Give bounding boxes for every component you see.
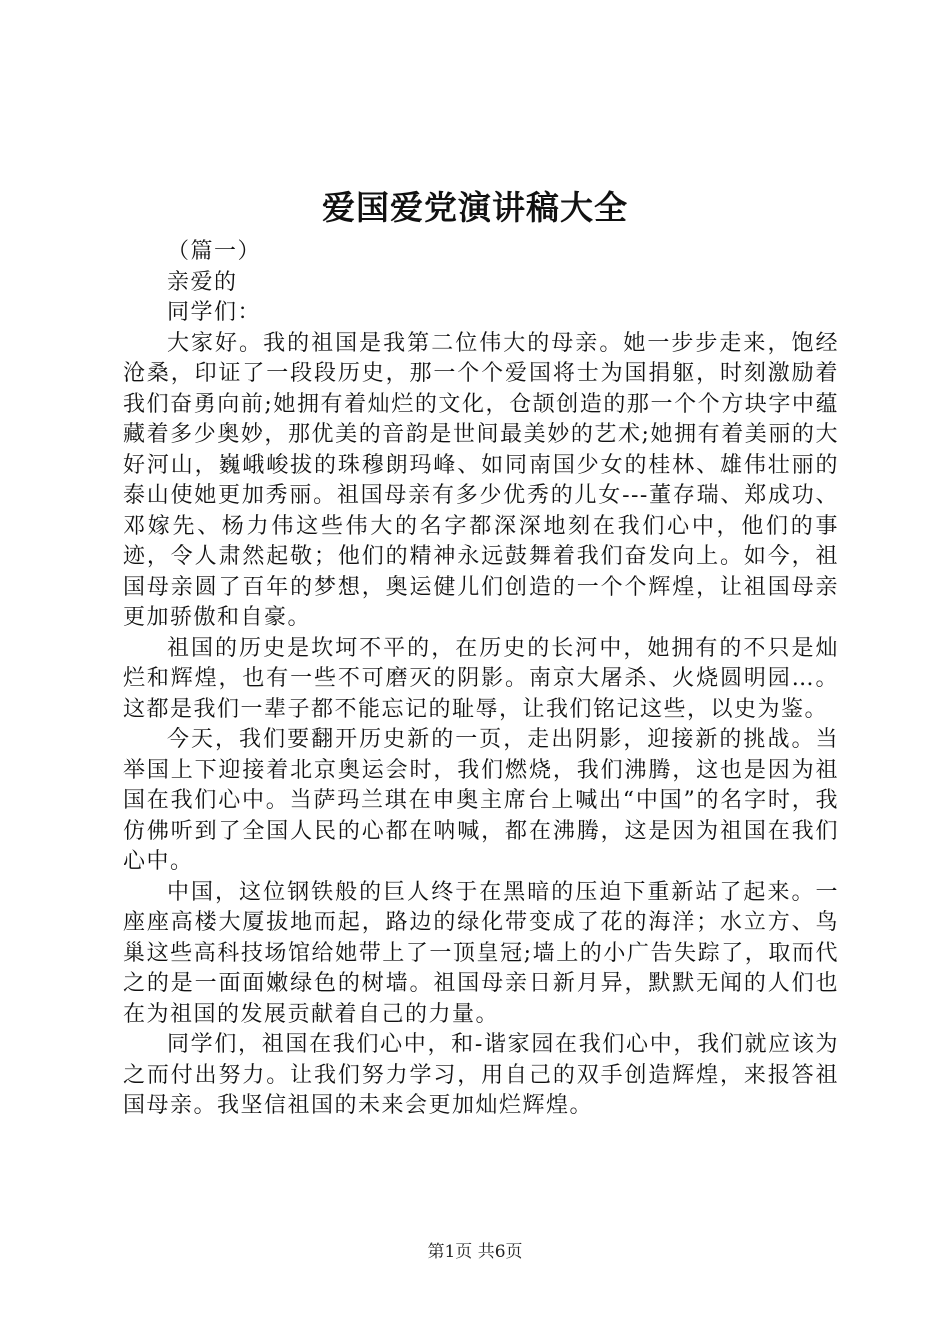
salutation-line-2: 同学们： <box>167 300 262 325</box>
body-paragraph: 同学们，祖国在我们心中，和-谐家园在我们心中，我们就应该为之而付出努力。让我们努力学习，用自己的双手创造辉煌，来报答祖国母亲。我坚信祖国的未来会更加灿烂辉煌。 <box>123 1032 839 1118</box>
body-paragraph: 大家好。我的祖国是我第二位伟大的母亲。她一步步走来，饱经沧桑，印证了一段段历史，那一个个爱国将士为国捐躯，时刻激励着我们奋勇向前;她拥有着灿烂的文化，仓颉创造的那一个个方块字中蕴藏着多少奥妙，那优美的音韵是世间最美妙的艺术;她拥有着美丽的大好河山，巍峨峻拔的珠穆朗玛峰、如同南国少女的桂林、雄伟壮丽的泰山使她更加秀丽。祖国母亲有多少优秀的儿女---董存瑞、郑成功、邓嫁先、杨力伟这些伟大的名字都深深地刻在我们心中，他们的事迹，令人肃然起敬；他们的精神永远鼓舞着我们奋发向上。如今，祖国母亲圆了百年的梦想，奥运健儿们创造的一个个辉煌，让祖国母亲更加骄傲和自豪。 <box>123 330 839 630</box>
document-title: 爱国爱党演讲稿大全 <box>322 188 628 227</box>
salutation-line-1: 亲爱的 <box>167 269 238 295</box>
body-paragraph: 今天，我们要翻开历史新的一页，走出阴影，迎接新的挑战。当举国上下迎接着北京奥运会时，我们燃烧，我们沸腾，这也是因为祖国在我们心中。当萨玛兰琪在申奥主席台上喊出“中国”的名字时，我仿佛听到了全国人民的心都在呐喊，都在沸腾，这是因为祖国在我们心中。 <box>123 727 839 874</box>
section-label: （篇一） <box>167 239 262 264</box>
body-paragraph: 中国，这位钢铁般的巨人终于在黑暗的压迫下重新站了起来。一座座高楼大厦拔地而起，路边的绿化带变成了花的海洋；水立方、鸟巢这些高科技场馆给她带上了一顶皇冠;墙上的小广告失踪了，取而代之的是一面面嫩绿色的树墙。祖国母亲日新月异，默默无闻的人们也在为祖国的发展贡献着自己的力量。 <box>123 879 839 1027</box>
page-number-footer: 第1页 共6页 <box>427 1242 523 1262</box>
body-paragraph: 祖国的历史是坎坷不平的，在历史的长河中，她拥有的不只是灿烂和辉煌，也有一些不可磨灭的阴影。南京大屠杀、火烧圆明园…。这都是我们一辈子都不能忘记的耻辱，让我们铭记这些，以史为鉴。 <box>123 635 839 722</box>
document-body <box>123 237 839 1122</box>
